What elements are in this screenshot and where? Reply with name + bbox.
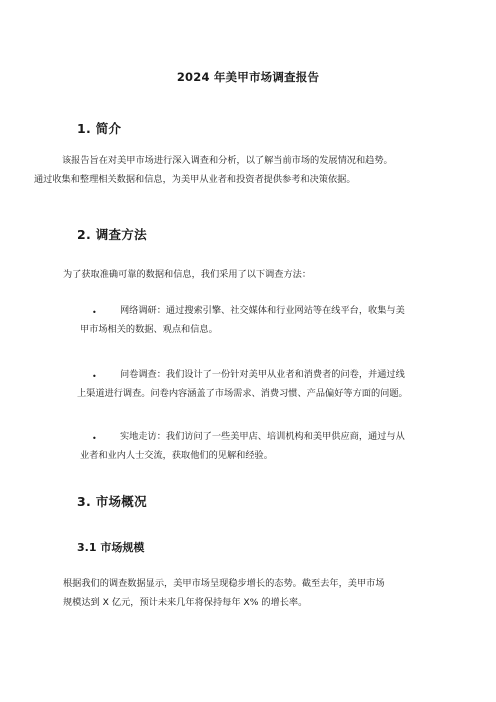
market-size-line-2: 规模达到 X 亿元，预计未来几年将保持每年 X% 的增长率。 [63, 597, 308, 608]
bullet-3-line-2: 业者和业内人士交流，获取他们的见解和经验。 [80, 450, 273, 461]
market-size-paragraph [63, 574, 385, 612]
bullet-item-field-visits [80, 427, 405, 465]
section-heading-intro: 1. 简介 [77, 121, 122, 136]
section-heading-methods: 2. 调查方法 [77, 227, 147, 242]
methods-intro [63, 265, 311, 284]
market-size-line-1: 根据我们的调查数据显示，美甲市场呈现稳步增长的态势。截至去年，美甲市场 [63, 578, 385, 589]
section-heading-market-overview: 3. 市场概况 [77, 494, 147, 509]
bullet-3-line-1: 实地走访：我们访问了一些美甲店、培训机构和美甲供应商，通过与从 [120, 431, 405, 442]
bullet-2-line-1: 问卷调查：我们设计了一份针对美甲从业者和消费者的问卷，并通过线 [120, 369, 405, 380]
bullet-1-line-2: 甲市场相关的数据、观点和信息。 [80, 324, 218, 335]
bullet-1-line-1: 网络调研：通过搜索引擎、社交媒体和行业网站等在线平台，收集与美 [120, 305, 405, 316]
bullet-marker-3: • [92, 434, 97, 443]
bullet-marker-2: • [92, 372, 97, 381]
methods-intro-text: 为了获取准确可靠的数据和信息，我们采用了以下调查方法： [63, 269, 312, 280]
bullet-marker-1: • [92, 308, 97, 317]
document-title: 2024 年美甲市场调查报告 [176, 70, 320, 84]
intro-paragraph [34, 151, 393, 189]
intro-paragraph-line-2: 通过收集和整理相关数据和信息，为美甲从业者和投资者提供参考和决策依据。 [34, 174, 356, 185]
subsection-heading-market-size: 3.1 市场规模 [77, 541, 145, 554]
bullet-item-questionnaire [77, 365, 408, 403]
intro-paragraph-line-1: 该报告旨在对美甲市场进行深入调查和分析，以了解当前市场的发展情况和趋势。 [62, 155, 393, 166]
bullet-2-line-2: 上渠道进行调查。问卷内容涵盖了市场需求、消费习惯、产品偏好等方面的问题。 [77, 388, 408, 399]
bullet-item-web-research [80, 301, 405, 339]
